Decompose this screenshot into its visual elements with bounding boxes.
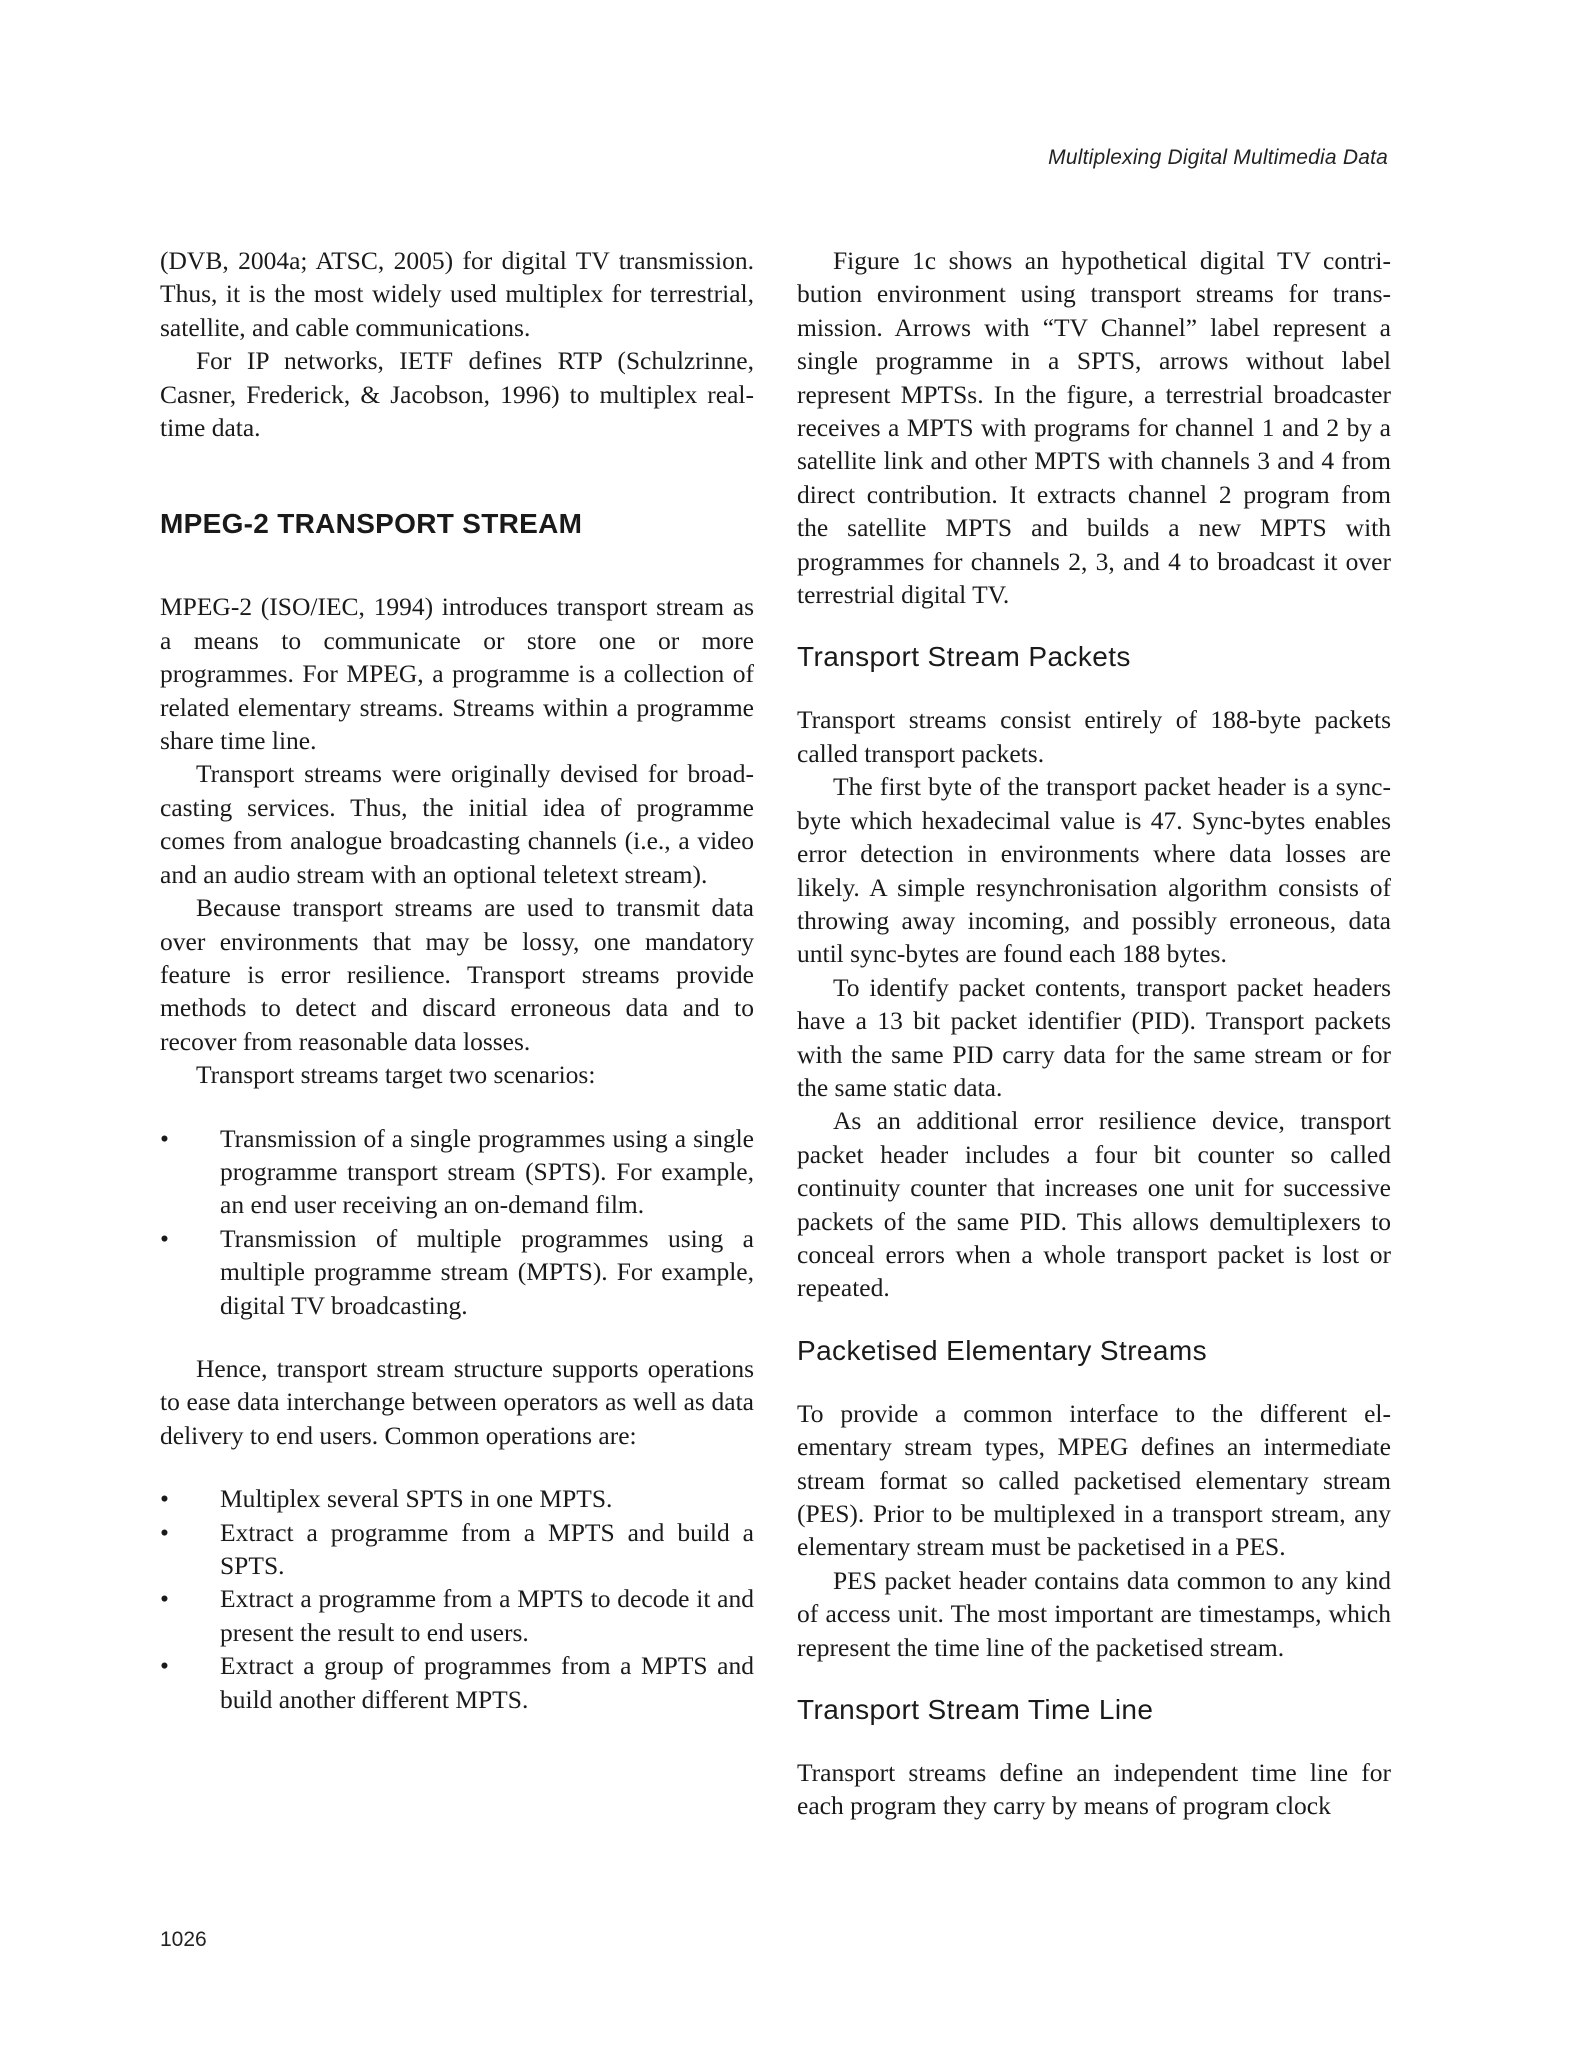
- bullet-icon: •: [160, 1223, 169, 1253]
- list-item: • Multiplex several SPTS in one MPTS.: [160, 1482, 754, 1515]
- page-number: 1026: [160, 1928, 207, 1951]
- list-item: • Transmission of a single programmes using a single programme transport stream (SPTS). For example, an end user receiving an on-demand film.: [160, 1123, 754, 1220]
- list-item: • Extract a group of programmes from a MPTS and build another different MPTS.: [160, 1651, 754, 1714]
- paragraph: Transport streams were originally devised for broadcasting services. Thus, the initial idea of programme comes from analogue broadcasting channels (i.e., a video and an audio stream with an optional teletext stream).: [160, 759, 754, 889]
- list-item: • Extract a programme from a MPTS to decode it and present the result to end users.: [160, 1584, 754, 1647]
- paragraph: To identify packet contents, transport packet headers have a 13 bit packet identifier (PID). Transport packets with the same PID carry data for the same stream or for the same static data.: [797, 972, 1391, 1102]
- paragraph: PES packet header contains data common to any kind of access unit. The most important are timestamps, which represent the time line of the packetised stream.: [797, 1565, 1391, 1662]
- paragraph: Transport streams define an independent time line for each program they carry by means of program clock: [797, 1758, 1391, 1821]
- bullet-icon: •: [160, 1584, 169, 1614]
- subsection-heading: Transport Stream Packets: [797, 641, 1131, 673]
- list-item: • Transmission of multiple programmes using a multiple programme stream (MPTS). For example, digital TV broadcasting.: [160, 1223, 754, 1320]
- paragraph: The first byte of the transport packet header is a sync-byte which hexadecimal value is 47. Sync-bytes enables error detection in environments where data losses are likely. A simple resynchronisation algorithm consists of throwing away incoming, and possibly erroneous, data until sync-bytes are found each 188 bytes.: [797, 772, 1391, 969]
- paragraph: Transport streams target two scenarios:: [196, 1060, 596, 1090]
- paragraph: For IP networks, IETF defines RTP (Schulzrinne, Casner, Frederick, & Jacobson, 1996) to multiplex real-time data.: [160, 346, 754, 443]
- paragraph: Hence, transport stream structure supports operations to ease data interchange between operators as well as data delivery to end users. Common operations are:: [160, 1353, 754, 1450]
- paragraph: (DVB, 2004a; ATSC, 2005) for digital TV transmission. Thus, it is the most widely used multiplex for terrestrial, satellite, and cable communications.: [160, 246, 754, 342]
- subsection-heading: Transport Stream Time Line: [797, 1694, 1154, 1726]
- bullet-icon: •: [160, 1517, 169, 1547]
- subsection-heading: Packetised Elementary Streams: [797, 1334, 1207, 1366]
- right-column: [797, 244, 1391, 1823]
- bullet-list-operations: [160, 1482, 754, 1716]
- left-column: [160, 244, 754, 1716]
- paragraph: Transport streams consist entirely of 188-byte packets called transport packets.: [797, 705, 1391, 768]
- paragraph: To provide a common interface to the different elementary stream types, MPEG defines an intermediate stream format so called packetised elementary stream (PES). Prior to be multiplexed in a transport stream, any elementary stream must be packetised in a PES.: [797, 1398, 1391, 1562]
- paragraph: As an additional error resilience device, transport packet header includes a four bit counter so called continuity counter that increases one unit for successive packets of the same PID. This allows demultiplexers to conceal errors when a whole transport packet is lost or repeated.: [797, 1106, 1391, 1303]
- paragraph: Because transport streams are used to transmit data over environments that may be lossy, one mandatory feature is error resilience. Transport streams provide methods to detect and discard erroneous data and to recover from reasonable data losses.: [160, 893, 754, 1056]
- paragraph: MPEG-2 (ISO/IEC, 1994) introduces transport stream as a means to communicate or store one or more programmes. For MPEG, a programme is a collection of related elementary streams. Streams within a programme share time line.: [160, 592, 754, 756]
- bullet-icon: •: [160, 1651, 169, 1681]
- bullet-icon: •: [160, 1123, 169, 1153]
- paragraph: Figure 1c shows an hypothetical digital TV contribution environment using transport streams for transmission. Arrows with “TV Channel” label represent a single programme in a SPTS, arrows without label represent MPTSs. In the figure, a terrestrial broadcaster receives a MPTS with programs for channel 1 and 2 by a satellite link and other MPTS with channels 3 and 4 from direct contribution. It extracts channel 2 program from the satellite MPTS and builds a new MPTS with programmes for channels 2, 3, and 4 to broadcast it over terrestrial digital TV.: [797, 246, 1391, 610]
- bullet-icon: •: [160, 1484, 169, 1514]
- bullet-list-scenarios: [160, 1122, 754, 1322]
- list-item: • Extract a programme from a MPTS and build a SPTS.: [160, 1517, 754, 1580]
- section-heading: MPEG-2 TRANSPORT STREAM: [160, 508, 583, 540]
- running-header: Multiplexing Digital Multimedia Data: [1048, 146, 1388, 169]
